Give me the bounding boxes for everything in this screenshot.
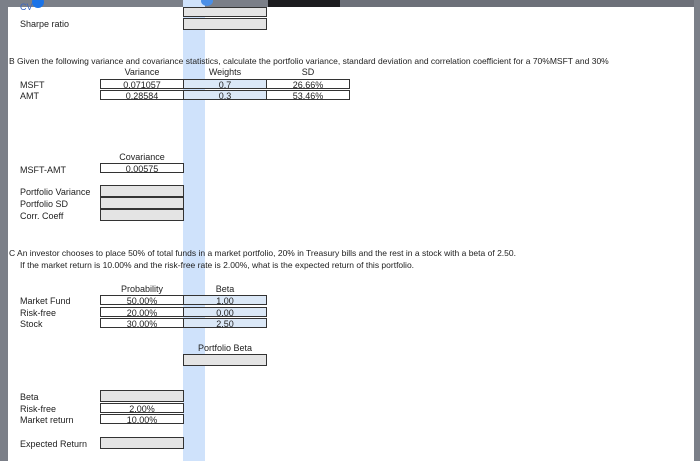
- risk-free-rate-cell[interactable]: 2.00%: [100, 403, 184, 413]
- msft-sd-cell[interactable]: 26.66%: [266, 79, 350, 89]
- risk-free-row-label: Risk-free: [20, 308, 57, 318]
- section-c-question-line2: If the market return is 10.00% and the risk-free rate is 2.00%, what is the expected return of this portfolio.: [20, 260, 415, 270]
- beta-cell[interactable]: [100, 390, 184, 402]
- risk-free-probability-cell[interactable]: 20.00%: [100, 307, 184, 317]
- sharpe-ratio-label: Sharpe ratio: [20, 19, 70, 29]
- amt-variance-cell[interactable]: 0.28584: [100, 90, 184, 100]
- section-b-question: B Given the following variance and covariance statistics, calculate the portfolio variance, standard deviation and correlation coefficient for a 70%MSFT and 30%: [9, 56, 609, 66]
- portfolio-beta-cell[interactable]: [183, 354, 267, 366]
- stock-probability-cell[interactable]: 30.00%: [100, 318, 184, 328]
- top-bar-segment: [340, 0, 694, 7]
- section-c-question-line1: C An investor chooses to place 50% of total funds in a market portfolio, 20% in Treasury bills and the rest in a stock with a beta of 2.50.: [9, 248, 516, 258]
- corr-coeff-cell[interactable]: [100, 209, 184, 221]
- risk-free-label: Risk-free: [20, 404, 57, 414]
- sd-header: SD: [301, 67, 315, 77]
- cv-label: CV: [20, 2, 33, 12]
- beta-label: Beta: [20, 392, 39, 402]
- sharpe-ratio-cell[interactable]: [183, 18, 267, 30]
- expected-return-cell[interactable]: [100, 437, 184, 449]
- risk-free-beta-cell[interactable]: 0.00: [183, 307, 267, 317]
- window-frame-right: [694, 0, 700, 461]
- cv-cell[interactable]: [183, 7, 267, 17]
- portfolio-variance-label: Portfolio Variance: [20, 187, 91, 197]
- market-return-label: Market return: [20, 415, 74, 425]
- amt-label: AMT: [20, 91, 39, 101]
- expected-return-label: Expected Return: [20, 439, 88, 449]
- probability-header: Probability: [120, 284, 164, 294]
- weights-header: Weights: [208, 67, 242, 77]
- msft-variance-cell[interactable]: 0.071057: [100, 79, 184, 89]
- msft-weight-cell[interactable]: 0.7: [183, 79, 267, 89]
- msft-amt-label: MSFT-AMT: [20, 165, 66, 175]
- portfolio-sd-label: Portfolio SD: [20, 199, 69, 209]
- variance-header: Variance: [124, 67, 160, 77]
- covariance-header: Covariance: [119, 152, 165, 162]
- amt-sd-cell[interactable]: 53.46%: [266, 90, 350, 100]
- top-bar-dark-segment: [268, 0, 340, 7]
- covariance-cell[interactable]: 0.00575: [100, 163, 184, 173]
- corr-coeff-label: Corr. Coeff: [20, 211, 64, 221]
- amt-weight-cell[interactable]: 0.3: [183, 90, 267, 100]
- window-frame-left: [0, 0, 8, 461]
- market-fund-probability-cell[interactable]: 50.00%: [100, 295, 184, 305]
- market-fund-beta-cell[interactable]: 1.00: [183, 295, 267, 305]
- msft-label: MSFT: [20, 80, 45, 90]
- stock-label: Stock: [20, 319, 43, 329]
- portfolio-beta-label: Portfolio Beta: [197, 343, 253, 353]
- market-return-cell[interactable]: 10.00%: [100, 414, 184, 424]
- portfolio-sd-cell[interactable]: [100, 197, 184, 209]
- beta-header: Beta: [215, 284, 235, 294]
- portfolio-variance-cell[interactable]: [100, 185, 184, 197]
- stock-beta-cell[interactable]: 2.50: [183, 318, 267, 328]
- market-fund-label: Market Fund: [20, 296, 71, 306]
